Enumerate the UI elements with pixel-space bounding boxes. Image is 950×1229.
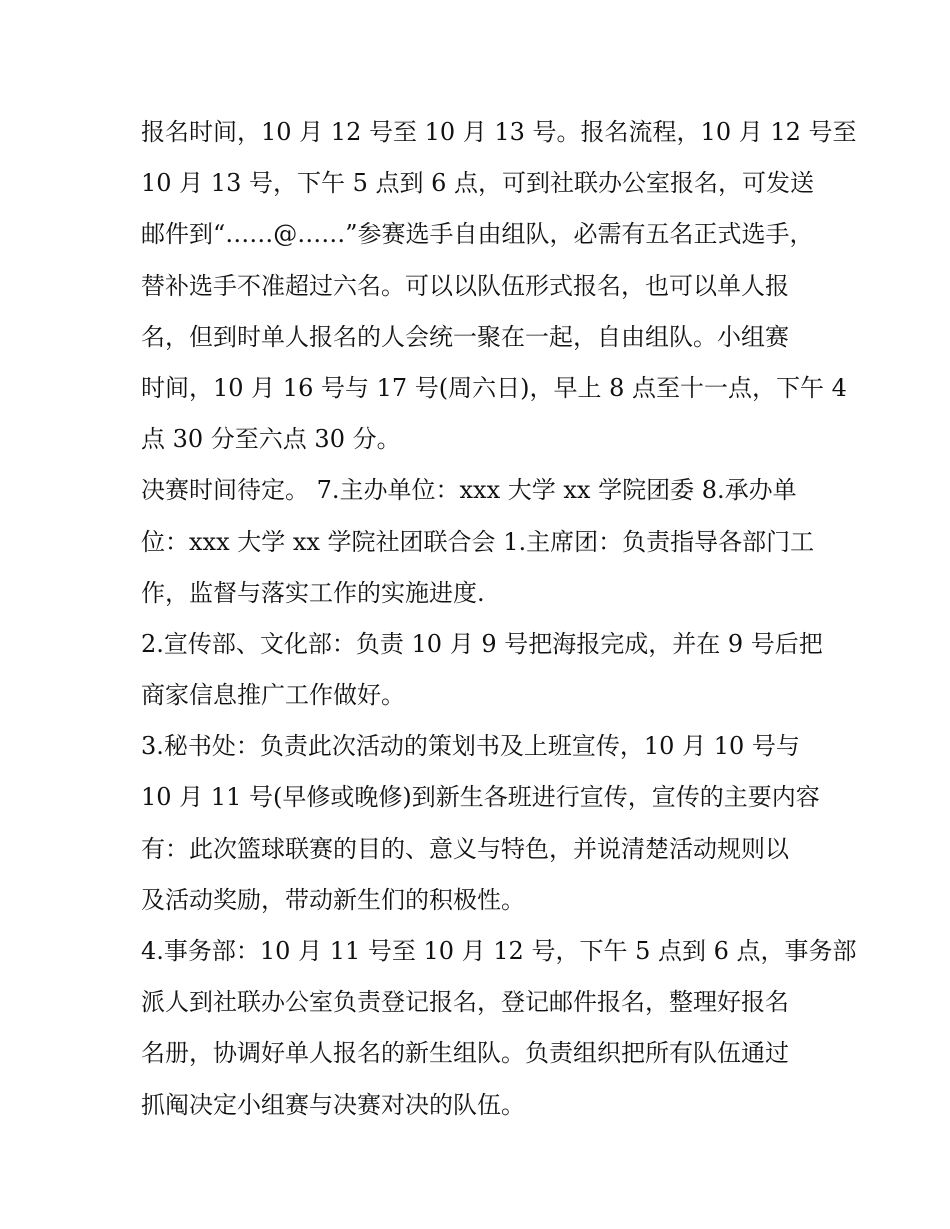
text-line: 决赛时间待定。 7.主办单位：xxx 大学 xx 学院团委 8.承办单 xyxy=(141,476,797,505)
text-line: 商家信息推广工作做好。 xyxy=(141,681,405,710)
text-line: 作，监督与落实工作的实施进度. xyxy=(141,578,485,607)
text-line: 替补选手不准超过六名。可以以队伍形式报名，也可以单人报 xyxy=(141,271,789,300)
text-line: 及活动奖励，带动新生们的积极性。 xyxy=(141,885,525,914)
document-body xyxy=(141,107,857,1131)
text-line: 点 30 分至六点 30 分。 xyxy=(141,425,401,454)
text-line: 名，但到时单人报名的人会统一聚在一起，自由组队。小组赛 xyxy=(141,322,789,351)
text-line: 位：xxx 大学 xx 学院社团联合会 1.主席团：负责指导各部门工 xyxy=(141,527,815,556)
text-line: 10 月 11 号(早修或晚修)到新生各班进行宣传，宣传的主要内容 xyxy=(141,783,820,812)
text-line: 时间，10 月 16 号与 17 号(周六日)，早上 8 点至十一点，下午 4 xyxy=(141,373,847,402)
text-line: 4.事务部：10 月 11 号至 10 月 12 号，下午 5 点到 6 点，事务部 xyxy=(141,937,857,965)
text-line: 邮件到“……@……”参赛选手自由组队，必需有五名正式选手， xyxy=(141,220,814,249)
text-line: 派人到社联办公室负责登记报名，登记邮件报名，整理好报名 xyxy=(141,988,789,1017)
text-line: 抓阄决定小组赛与决赛对决的队伍。 xyxy=(141,1090,525,1119)
text-line: 3.秘书处：负责此次活动的策划书及上班宣传，10 月 10 号与 xyxy=(141,732,800,761)
text-line: 名册，协调好单人报名的新生组队。负责组织把所有队伍通过 xyxy=(141,1039,789,1068)
text-line: 有：此次篮球联赛的目的、意义与特色，并说清楚活动规则以 xyxy=(141,834,789,863)
text-line: 报名时间，10 月 12 号至 10 月 13 号。报名流程，10 月 12 号至 xyxy=(141,118,857,146)
text-line: 2.宣传部、文化部：负责 10 月 9 号把海报完成，并在 9 号后把 xyxy=(141,629,823,658)
text-line: 10 月 13 号，下午 5 点到 6 点，可到社联办公室报名，可发送 xyxy=(141,169,815,198)
